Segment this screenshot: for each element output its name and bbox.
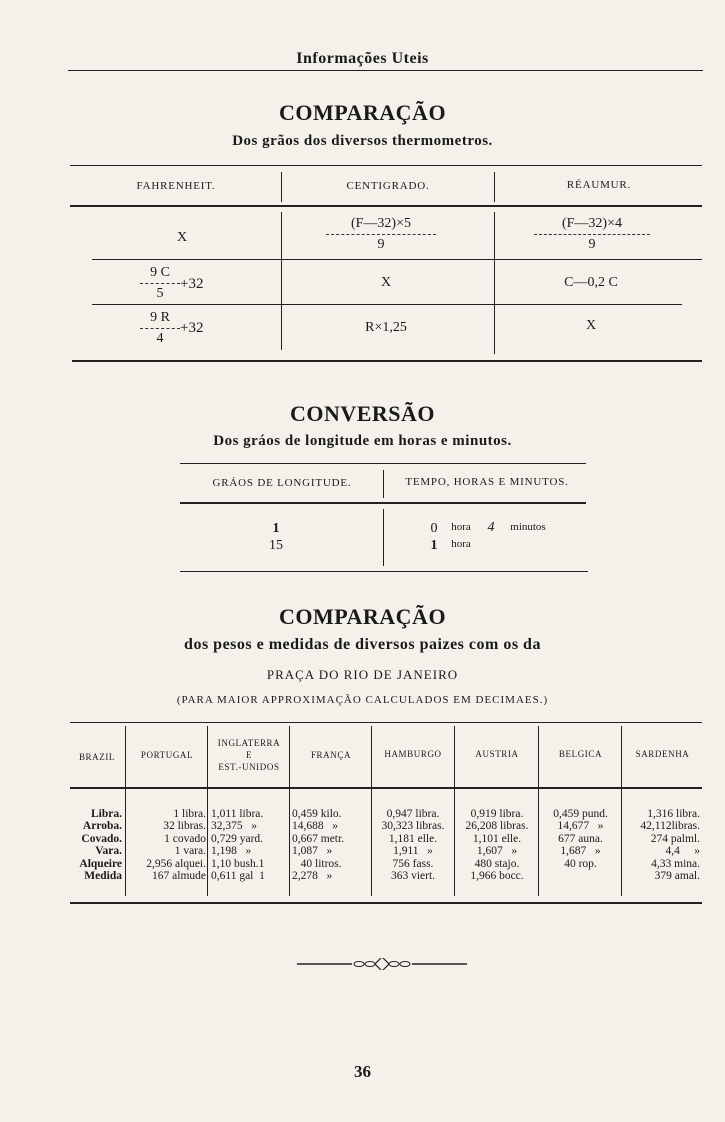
header-brazil: BRAZIL	[78, 752, 116, 762]
header-fahrenheit: FAHRENHEIT.	[136, 180, 216, 192]
table-rule	[92, 259, 702, 260]
section3-title: COMPARAÇÃO	[278, 604, 447, 629]
cell-r-row2: C—0,2 C	[564, 275, 618, 290]
section2-subtitle: Dos gráos de longitude em horas e minutos.	[213, 433, 512, 449]
hora-label: hora	[451, 538, 471, 550]
header-austria: AUSTRIA	[475, 749, 519, 759]
header-graos: GRÁOS DE LONGITUDE.	[212, 477, 352, 489]
column-sardenha: 1,316 libra. 42,112libras. 274 palml. 4,4 » 4,33 mina. 379 amal.	[640, 808, 700, 883]
table-divider	[383, 509, 384, 566]
cell-c-row2: X	[380, 275, 392, 290]
header-inglaterra-e: E	[245, 750, 253, 760]
denominator: 4	[156, 331, 164, 346]
table-rule	[70, 722, 702, 723]
table-divider	[383, 470, 384, 498]
minutes-value: 4	[487, 520, 495, 535]
cell-c-row3: R×1,25	[365, 320, 407, 335]
table-divider	[281, 172, 282, 202]
denominator: 5	[156, 286, 164, 301]
table-divider	[454, 726, 455, 896]
column-brazil: Libra. Arroba. Covado. Vara. Alqueire Medida	[79, 808, 122, 883]
denominator: 9	[588, 237, 596, 252]
page-number: 36	[354, 1062, 371, 1081]
table-divider	[371, 726, 372, 896]
plus-constant: +32	[180, 276, 204, 292]
table-divider	[494, 172, 495, 202]
header-hamburgo: HAMBURGO	[384, 749, 442, 759]
header-inglaterra: INGLATERRA	[217, 738, 281, 748]
header-tempo: TEMPO, HORAS E MINUTOS.	[405, 476, 569, 488]
header-rule	[68, 70, 703, 71]
header-portugal: PORTUGAL	[140, 750, 194, 760]
header-belgica: BELGICA	[558, 749, 603, 759]
formula-f-row3	[140, 310, 180, 347]
table-rule	[180, 463, 586, 464]
column-belgica: 0,459 pund. 14,677 » 677 auna. 1,687 » 40 rop.	[553, 808, 608, 870]
header-est-unidos: EST.-UNIDOS	[218, 762, 280, 772]
section2-title: CONVERSÃO	[289, 401, 436, 426]
hours-value: 1	[430, 538, 438, 553]
table-rule	[92, 304, 682, 305]
header-reaumur: RÉAUMUR.	[566, 179, 632, 191]
cell-f-row1: X	[176, 230, 188, 245]
table-rule	[70, 205, 702, 207]
longitude-value: 15	[269, 538, 283, 553]
formula-c-row1	[326, 216, 436, 253]
denominator: 9	[377, 237, 385, 252]
section3-subtitle2: PRAÇA DO RIO DE JANEIRO	[266, 667, 459, 682]
cell-r-row3: X	[585, 318, 597, 333]
numerator: 9 C	[140, 265, 180, 284]
column-inglaterra: 1,011 libra. 32,375 » 0,729 yard. 1,198 » 1,10 bush.1 0,611 gal 1	[211, 808, 265, 883]
numerator: (F—32)×5	[326, 216, 436, 235]
table-rule	[70, 165, 702, 166]
column-hamburgo: 0,947 libra. 30,323 libras. 1,181 elle. 1,911 » 756 fass. 363 viert.	[381, 808, 445, 883]
header-franca: FRANÇA	[310, 750, 352, 760]
header-sardenha: SARDENHA	[635, 749, 690, 759]
table-divider	[538, 726, 539, 896]
table-divider	[289, 726, 290, 896]
table-divider	[494, 212, 495, 354]
plus-constant: +32	[180, 320, 204, 336]
table-rule	[70, 787, 702, 789]
table-rule	[180, 502, 586, 504]
table-divider	[207, 726, 208, 896]
numerator: 9 R	[140, 310, 180, 329]
minutos-label: minutos	[510, 521, 546, 533]
hora-label: hora	[451, 521, 471, 533]
column-franca: 0,459 kilo. 14,688 » 0,667 metr. 1,087 » 40 litros. 2,278 »	[292, 808, 345, 883]
section3-note: (PARA MAIOR APPROXIMAÇÃO CALCULADOS EM DECIMAES.)	[176, 694, 549, 706]
running-head: Informações Uteis	[296, 50, 429, 67]
section3-subtitle: dos pesos e medidas de diversos paizes com os da	[184, 636, 541, 653]
section1-title: COMPARAÇÃO	[278, 100, 447, 125]
table-rule	[180, 571, 588, 572]
formula-r-row1	[534, 216, 650, 253]
longitude-value: 1	[272, 521, 280, 536]
table-rule	[72, 360, 702, 362]
hours-value: 0	[430, 521, 438, 536]
section1-subtitle: Dos grãos dos diversos thermometros.	[232, 133, 493, 149]
formula-f-row2	[140, 265, 180, 302]
numerator: (F—32)×4	[534, 216, 650, 235]
column-austria: 0,919 libra. 26,208 libras. 1,101 elle. 1,607 » 480 stajo. 1,966 bocc.	[465, 808, 529, 883]
column-portugal: 1 libra. 32 libras. 1 covado 1 vara. 2,956 alquei. 167 almude	[146, 808, 206, 883]
header-centigrado: CENTIGRADO.	[346, 180, 430, 192]
table-rule	[70, 902, 702, 904]
ornament-divider	[297, 958, 467, 970]
